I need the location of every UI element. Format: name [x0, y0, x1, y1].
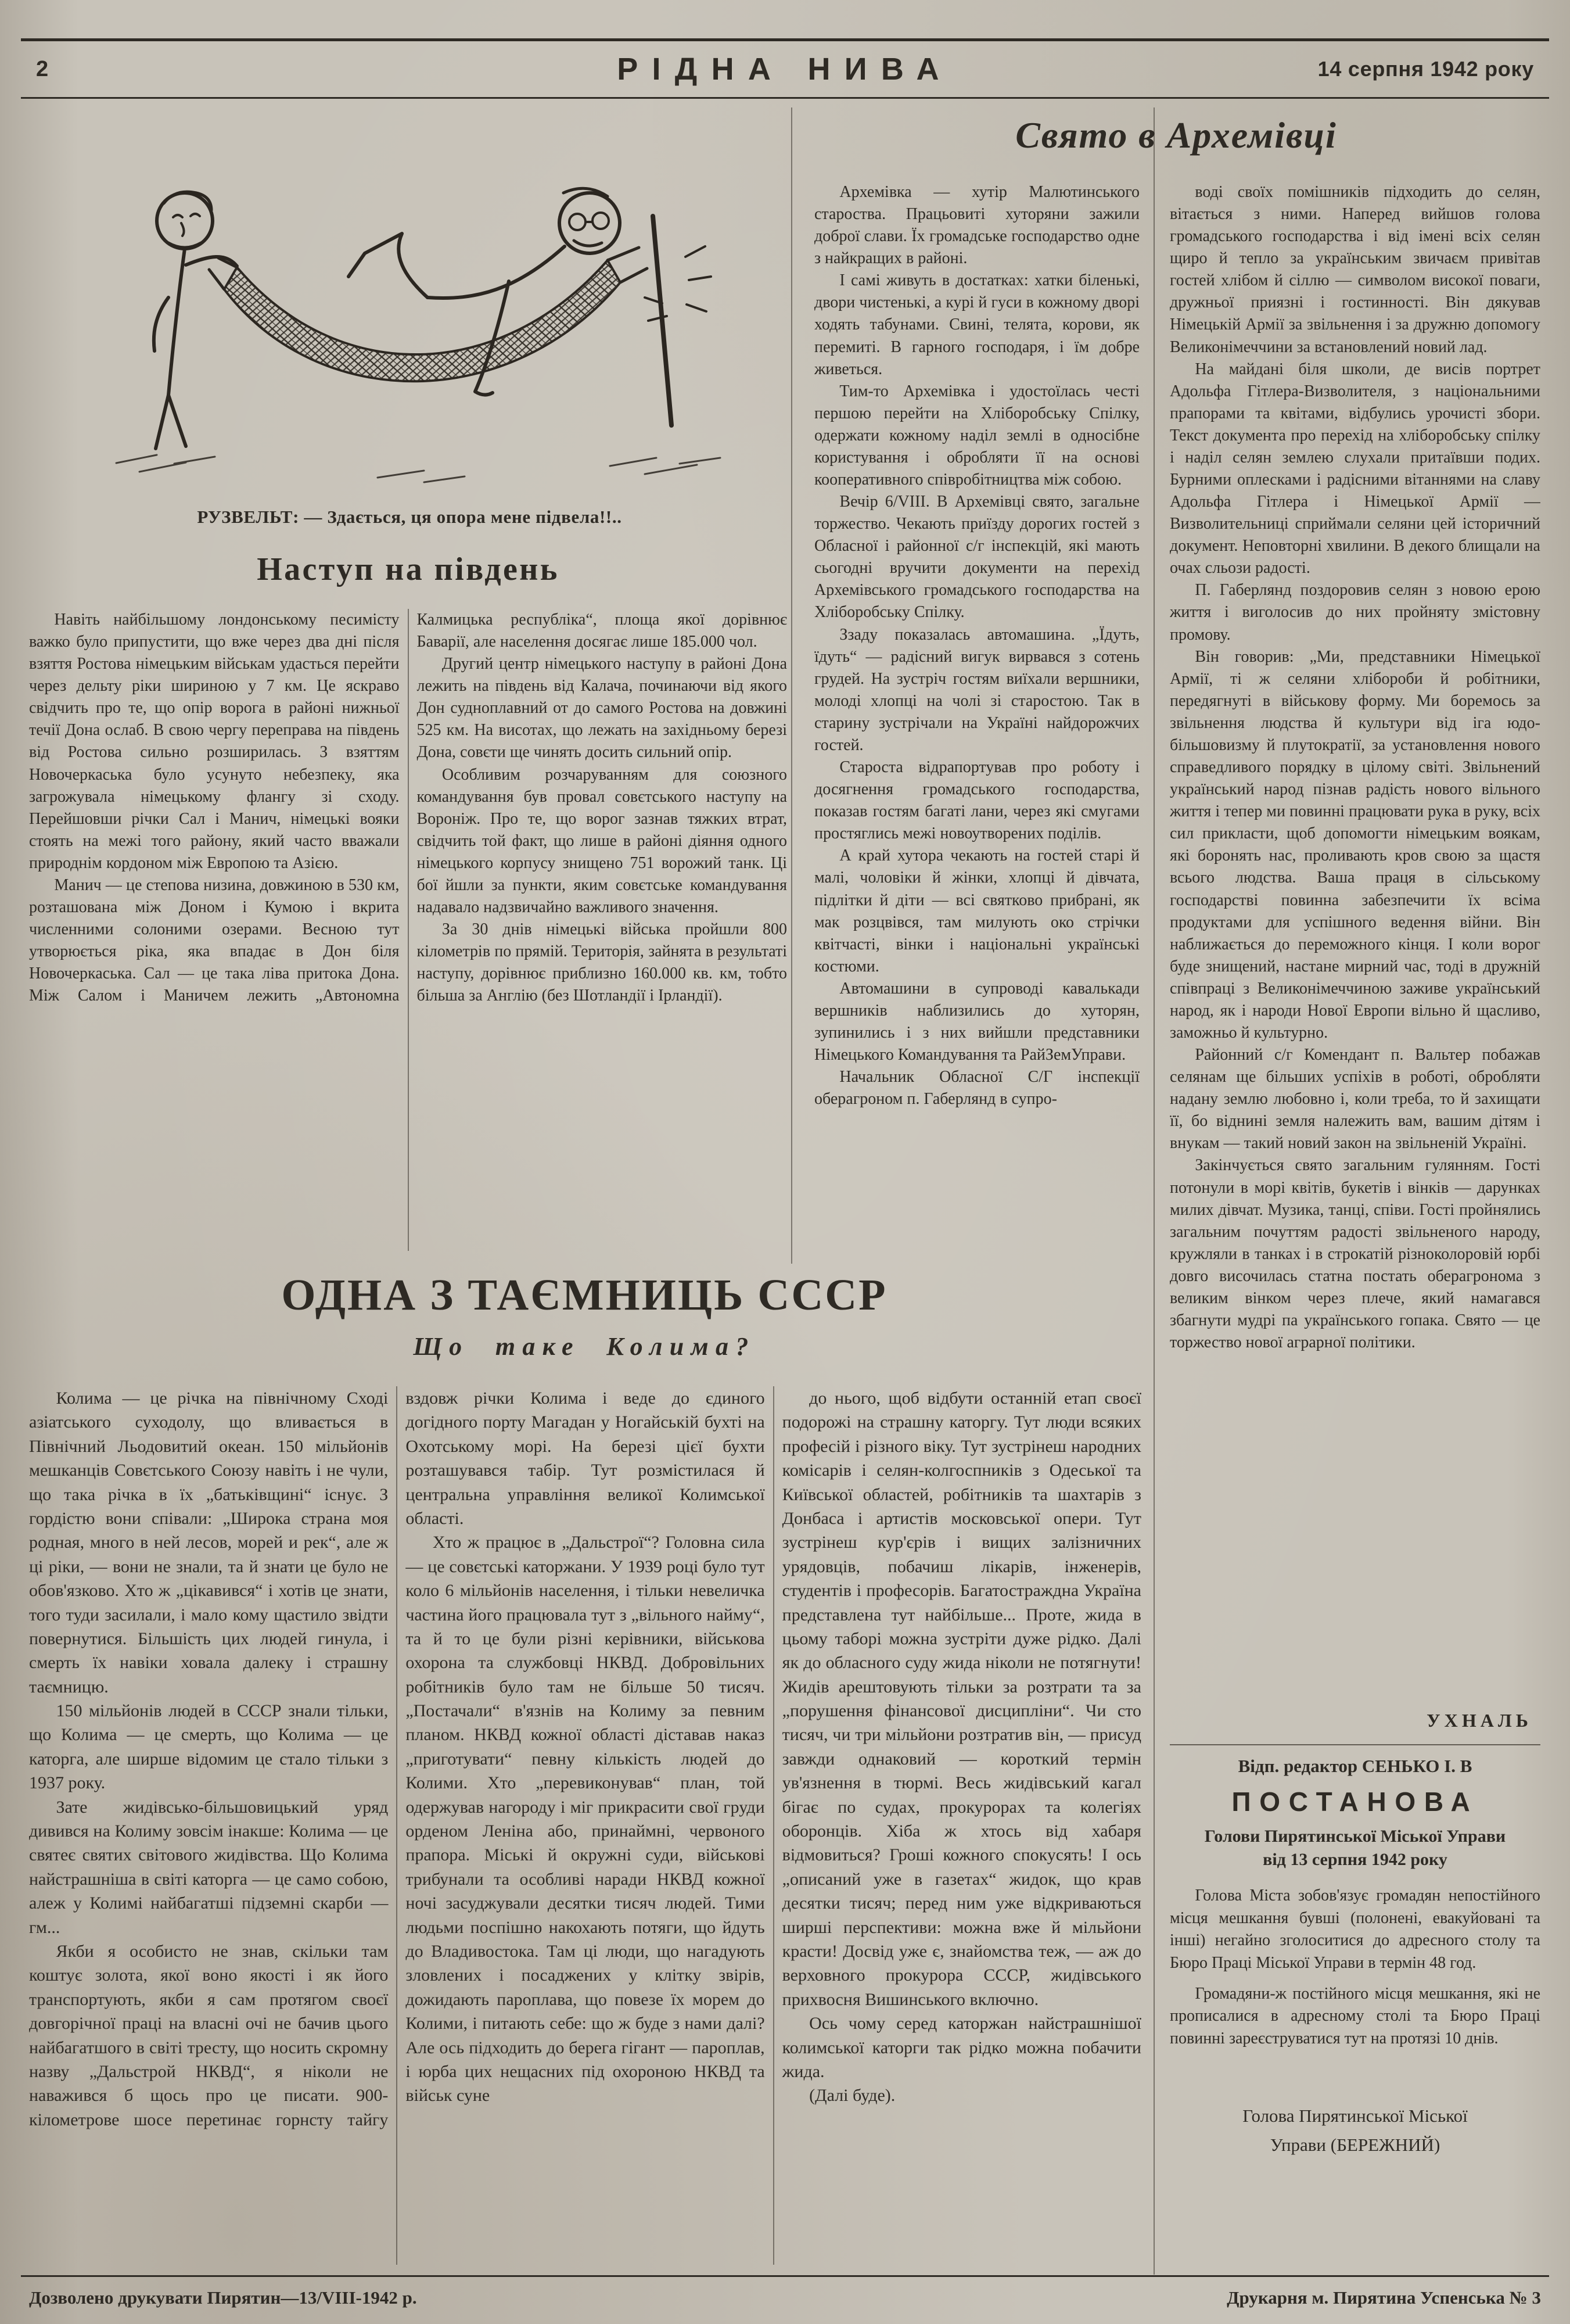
- cartoon: [99, 123, 738, 498]
- paragraph: Громадяни-ж постійного місця мешкання, які не прописалися в адресному столі та Бюро Праці повинні зареєструватися тут на протязі 10 днів.: [1170, 1984, 1540, 2047]
- column-divider: [1154, 107, 1155, 2275]
- column-divider: [791, 107, 792, 1264]
- postanova-signature-line-1: Голова Пирятинської Міської: [1242, 2106, 1468, 2126]
- postanova-subtitle-2: від 13 серпня 1942 року: [1263, 1850, 1447, 1869]
- article-svyato-column-2-text: [1170, 181, 1540, 1674]
- postanova-notice: [1170, 1744, 1540, 2267]
- article-body-nastup: [29, 609, 787, 1251]
- hammock: [209, 248, 647, 381]
- print-permission: Дозволено друкувати Пирятин—13/VIII-1942 р.: [29, 2287, 417, 2308]
- postanova-title: ПОСТАНОВА: [1231, 1787, 1479, 1817]
- article-subtitle-kolyma: Що таке Колима?: [413, 1332, 756, 1361]
- author-signature: УХНАЛЬ: [1427, 1710, 1532, 1731]
- paragraph: Манич — це степова низина, довжиною в 530 км, розташована між Доном і Кумою і вкрита численними солоними озерами. Весною тут утворюється ріка, яка впадає в Дон біля Новочеркаська. Сал — це така ліва притока Дона. Між Салом і Маничем лежить „Автономна Калмицька республіка“, площа якої дорівнює Баварії, але населення досягає лише 185.000 чол.: [29, 611, 787, 1005]
- paragraph: Автомашини в супроводі кавалькади вершників наблизились до хуторян, зупинились і з них вийшли представники Німецького Командування та РайЗемУправи.: [814, 979, 1140, 1064]
- cartoon-illustration: [99, 123, 738, 498]
- paragraph: Якби я особисто не знав, скільки там коштує золота, якої воно якості і як його транспортують, якби я сам протягом своєї довгорічної праці на власні очі не бачив цього найбагатшого в світі тресту, що носить скромну назву „Дальстрой НКВД“, я ніколи не наважився б щось про це писати. 900-кілометрове шосе перетинає горнсту тайгу вздовж річки Колима і веде до єдиного догідного порту Магадан у Ногайській бухті на Охотському морі. На березі цієї бухти розташувався табір. Тут розмістилася й центральна управління великої Колимської області.: [29, 1389, 765, 2129]
- paragraph: Особливим розчаруванням для союзного командування був провал совєтського наступу на Вороніж. Про те, що ворог зазнав тяжких втрат, свідчить той факт, що лише в районі діяння одного німецького корпусу знищено 751 ворожий танк. Ці бої йшли за пункти, яким совєтське командування надавало надзвичайно важливого значення.: [416, 765, 787, 917]
- page-number: 2: [36, 56, 49, 81]
- imprint-footer: [21, 2275, 1549, 2308]
- paragraph: Ззаду показалась автомашина. „Їдуть, їдуть“ — радісний вигук вирвався з сотень грудей. На зустріч гостям виїхали вершники, молоді хлопці на чолі зі старостою. Так в старину зустрічали на Україні найдорожчих гостей.: [814, 625, 1140, 754]
- editor-line: Відп. редактор СЕНЬКО І. В: [1238, 1756, 1472, 1776]
- masthead: [21, 38, 1549, 99]
- paragraph: За 30 днів німецькі війська пройшли 800 кілометрів по прямій. Територія, зайнята в результаті наступу, дорівнює приблизно 160.000 кв. км, тобто більша за Англію (без Шотландії і Ірландії).: [416, 920, 787, 1005]
- cartoon-caption: РУЗВЕЛЬТ: — Здається, ця опора мене підвела!!..: [197, 507, 622, 527]
- article-body-kolyma: [29, 1386, 1141, 2265]
- paragraph: Закінчується свято загальним гулянням. Гості потонули в морі квітів, букетів і вінків — дарунках милих дівчат. Музика, танці, співи. Гості пройнялись загальним почуттям радості звільненого народу, кружляли в танках і в строкатій різноколоровій юрбі довго височилась статна постать оберагронома з великим вінком через плече, який намагався збагнути мудрі па українського гопака. Свято — це торжество нової аграрної політики.: [1170, 1156, 1540, 1352]
- paragraph: Тим-то Архемівка і удостоїлась честі першою перейти на Хліборобську Спілку, одержати кожному наділ землі в односібне користування і обробляти її на основі кооперативного співробітництва між собою.: [814, 382, 1140, 489]
- postanova-subtitle-1: Голови Пирятинської Міської Управи: [1204, 1827, 1506, 1846]
- paragraph: Вечір 6/VIII. В Архемівці свято, загальне торжество. Чекають приїзду дорогих гостей з Обласної і районної с/г інспекцій, які мають сьогодні вручити документи на перехід Архемівського громадського господарства на Хліборобську Спілку.: [814, 493, 1140, 622]
- article-svyato-column-1: [814, 181, 1140, 1252]
- paragraph: Хто ж працює в „Дальстрої“? Головна сила — це совєтські каторжани. У 1939 році було тут коло 6 мільйонів населення, і тільки невеличка частина його працювала тут з „вільного найму“, та й то це були різні керівники, військова охорона та службовці НКВД. Добровільних робітників було там не більше 50 тисяч. „Постачали“ в'язнів на Колиму за певним планом. НКВД кожної області діставав наказ „приготувати“ певну кількість людей до Колими. Хто „перевиконував“ план, той одержував нагороду і міг прикрасити свої груди орденом Леніна або, принаймні, червоного прапора. Міські й окружні суди, військові трибунали та особливі наради НКВД кожної ночі засуджували десятки тисяч людей. Тими людьми поспішно накохають потяги, що йдуть до Владивостока. Там ці люди, що нагадують зловлених і посаджених у клітку звірів, дожидають пароплава, що повезе їх морем до Колими, і питають себе: що ж буде з нами далі? Але ось підходить до берега гігант — пароплав, і юрба цих нещасних під охороною НКВД та військ суне: [405, 1533, 765, 2106]
- postanova-signature-line-2: Управи (БЕРЕЖНИЙ): [1270, 2135, 1440, 2156]
- paragraph: (Далі буде).: [809, 2086, 896, 2106]
- paragraph: На майдані біля школи, де висів портрет Адольфа Гітлера-Визволителя, з національними прапорами та квітами, відбулись урочисті збори. Текст документа про перехід на хліборобську спілку і наділ селян землею слухали притаївши подих. Бурними оплесками і радісними вітаннями на славу Адольфа Гітлера і Німецької Армії — Визволительниці сприймали селяни цей історичний документ. Неповторні хвилини. В декого блищали на очах сльози радості.: [1170, 360, 1540, 578]
- paragraph: Староста відрапортував про роботу і досягнення громадського господарства, показав гостям багаті лани, через які смугами простяглись межі новоутворених поділів.: [814, 758, 1140, 843]
- printing-house: Друкарня м. Пирятина Успенська № 3: [1227, 2287, 1541, 2308]
- paragraph: Ось чому серед каторжан найстрашнішої колимської каторги так рідко можна побачити жида.: [782, 2014, 1141, 2081]
- issue-date: 14 серпня 1942 року: [1317, 57, 1534, 81]
- paragraph: А край хутора чекають на гостей старі й малі, чоловіки й жінки, хлопці й дівчата, підлітки й діти — всі святково прибрані, як мак розцвівся, там милують око стрічки квітчасті, вінки і національні українські костюми.: [814, 847, 1140, 975]
- paragraph: Зате жидівсько-більшовицький уряд дивився на Колиму зовсім інакше: Колима — це святеє святих світового жидівства. Що Колима найстрашніша в світі каторга — це само собою, алеж у Колимі найбагатші підземні скарби — гм...: [29, 1797, 389, 1937]
- article-title-kolyma: ОДНА З ТАЄМНИЦЬ СССР: [281, 1271, 888, 1319]
- paragraph: до нього, щоб відбути останній етап своєї подорожі на страшну каторгу. Тут люди всяких професій і різного віку. Тут зустрінеш народних комісарів і селян-колгоспників з Одеської та Київської областей, робітників та шахтарів з Донбаса і артистів московської опери. Тут зустрінеш кур'єрів і вищих залізничних урядовців, побачиш лікарів, інженерів, студентів і професорів. Багатостраждна Україна представлена тут найбільше... Проте, жида в цьому таборі можна зустріти дуже рідко. Далі як до обласного суду жида ніколи не потягнути! Жидів арештовують тільки за розтрати та за „порушення фінансової дисципліни“. Чи сто тисяч, чи три мільйони розтратив він, — присуд завжди однаковий — короткий термін ув'язнення в тюрмі. Весь жидівський кагал бігає по судах, прокурорах та колегіях оборонців. Хіба ж хтось від хабаря відмовиться? Гроші кожного спокусять! І ось „описаний уже в газетах“ жидок, що крав десятки тисяч; перед ним уже відкриваються ширші перспективи: можна вже й мільйони красти! Досвід уже є, знайомства теж, — аж до верховного прокурора СССР, жидівського прихвосня Вишинського включно.: [782, 1389, 1141, 2009]
- paragraph: Навіть найбільшому лондонському песимісту важко було припустити, що вже через два дні після взяття Ростова німецьким військам удасться перейти через дельту ріки шириною у 7 км. Це яскраво свідчить про те, що опір ворога в районі нижньої течії Дона ослаб. В свою чергу переправа на південь від Ростова сильно розширилась. З взяттям Новочеркаська було усунуто небезпеку, яка загрожувала німецькому флангу зі сходу. Перейшовши річки Сал і Манич, німецькі вояки стоять на межі того району, який часто вважали природнім кордоном між Европою та Азією.: [29, 611, 400, 872]
- broken-support: [645, 216, 711, 425]
- article-title-nastup: Наступ на південь: [257, 551, 559, 587]
- article-title-svyato: Свято в Архемівці: [1015, 114, 1337, 156]
- paragraph: Колима — це річка на північному Сході азіатського суходолу, що вливається в Північний Льодовитий океан. 150 мільйонів мешканців Совєтського Союзу навіть і не чули, що така річка в їх „батьківщині“ існує. З гордістю вони співали: „Широка страна моя родная, много в ней лесов, морей и рек“, але ж ці ріки, — вони не знали, та й знати це було не обов'язково. Хто ж „цікавився“ і хотів це знати, того туди засилали, і мало кому щастило звідти повернутися. Більшість цих людей гинула, і смерть їх навіки ховала далеку і страшну таємницю.: [29, 1389, 389, 1697]
- paragraph: Начальник Обласної С/Г інспекції оберагроном п. Габерлянд в супро-: [814, 1068, 1140, 1109]
- paragraph: Другий центр німецького наступу в районі Дона лежить на південь від Калача, починаючи від якого Дон судноплавний от до самого Ростова на довжині 525 км. На висотах, що лежать на західньому березі Дона, совєти ще чинять досить сильний опір.: [416, 655, 787, 762]
- article-svyato-column-2: [1170, 181, 1540, 1738]
- paragraph: Районний с/г Комендант п. Вальтер побажав селянам ще більших успіхів в роботі, обробляти надану землю любовно і, коли треба, то й захищати її, бо віднині земля належить вам, вашим дітям і внукам — такий новий закон на звільненій Україні.: [1170, 1046, 1540, 1153]
- paragraph: Він говорив: „Ми, представники Німецької Армії, ті ж селяни хлібороби й робітники, передягнуті в військову форму. Ми боремось за звільнення людства й культури від іга юдо-більшовизму й плутократії, за установлення нового справедливого порядку в цілому світі. Звільнений український народ пізнав радість нового вільного життя і тепер ми повинні працювати рука в руку, всіх сил прикласти, щоб допомогти німецьким воякам, які боронять нас, проливають кров свою за щастя всього людства. Ваша праця в сільському господарстві повинна забезпечити їх всіма продуктами для успішного ведення війни. Він наближається до переможного кінця. І коли ворог буде знищений, настане мирний час, тоді в дружній співпраці з Великонімеччиною заживе український народ, як і народи Нової Европи вільно й щасливо, заможньо й культурно.: [1170, 647, 1540, 1042]
- paragraph: воді своїх помішників підходить до селян, вітається з ними. Наперед вийшов голова громадського господарства і від імені всіх селян щиро й тепло за українським звичаєм привітав гостей хлібом й сіллю — символом високої поваги, дружньої приязні і гостинності. Він дякував Німецькій Армії за звільнення і за дружню допомогу Великонімеччини за встановлений новий лад.: [1170, 183, 1540, 356]
- paragraph: І самі живуть в достатках: хатки біленькі, двори чистенькі, а курі й гуси в кожному дворі ходять табунами. Свині, телята, корови, як перемиті. В гарного господаря, і їм добре живеться.: [814, 271, 1140, 378]
- newspaper-title: РІДНА НИВА: [617, 52, 953, 87]
- paragraph: П. Габерлянд поздоровив селян з новою ерою життя і виголосив до них пройняту змістовну промову.: [1170, 581, 1540, 644]
- postanova-body: [1170, 1885, 1540, 2050]
- paragraph: Голова Міста зобов'язує громадян непостійного місця мешкання бувші (полонені, евакуйовані та інші) негайно зголоситися до адресного столу та Бюро Праці Міської Управи в термін 48 год.: [1170, 1887, 1540, 1972]
- paragraph: 150 мільйонів людей в СССР знали тільки, що Колима — це смерть, що Колима — це каторга, але ширше відомим це стало тільки з 1937 року.: [29, 1701, 389, 1793]
- paragraph: Архемівка — хутір Малютинського староства. Працьовиті хуторяни зажили доброї слави. Їх громадське господарство одне з найкращих в районі.: [814, 183, 1140, 268]
- left-figure: [154, 192, 237, 449]
- ground-hatching: [116, 455, 720, 482]
